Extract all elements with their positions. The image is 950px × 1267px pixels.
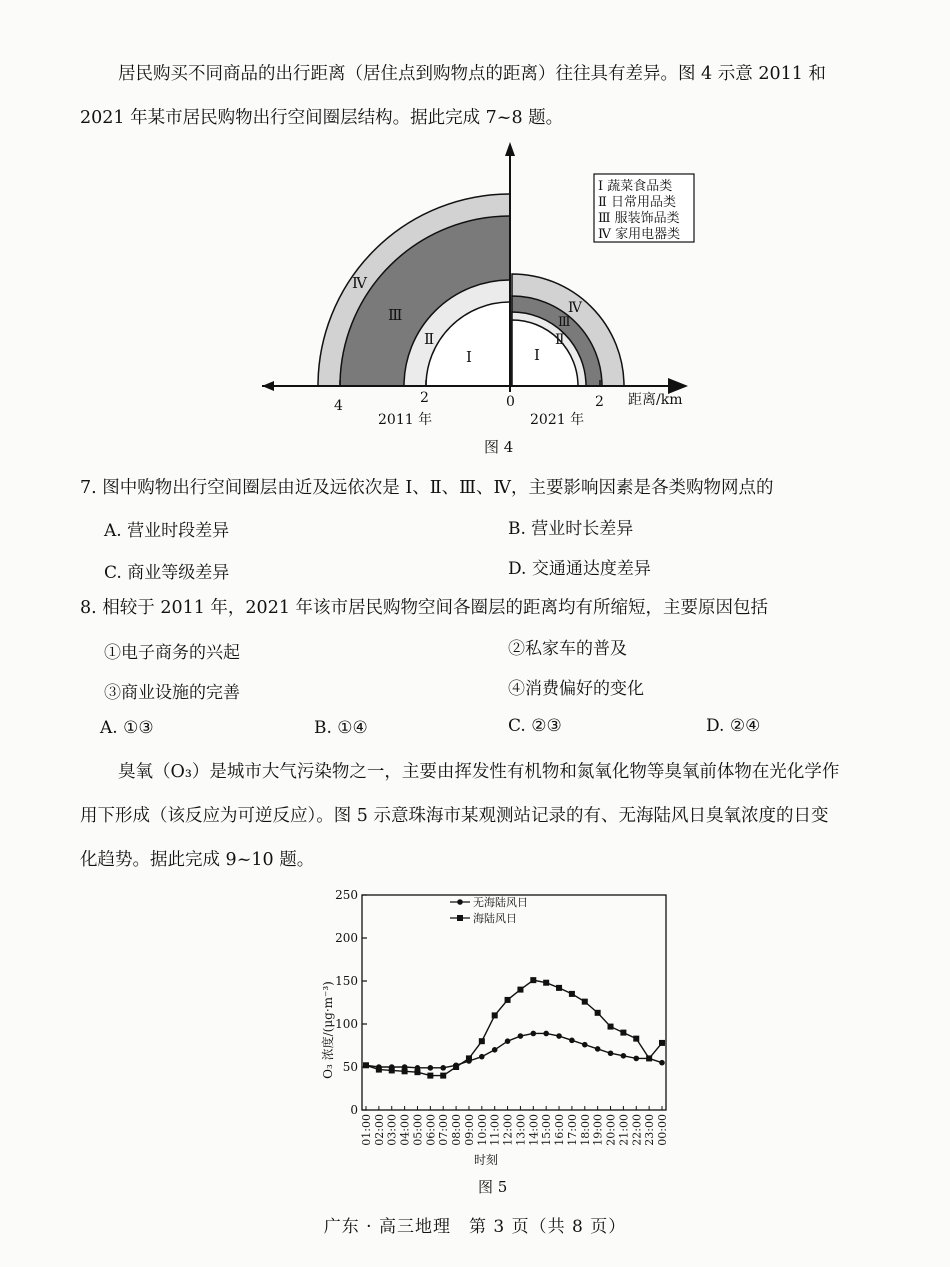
label-2011-ii: Ⅱ (424, 330, 435, 348)
x-tick-label: 01:00 (360, 1114, 373, 1146)
series-2-point (608, 1024, 614, 1030)
y-tick-label: 0 (350, 1103, 358, 1117)
page-footer: 广东 · 高三地理 第 3 页（共 8 页） (323, 1217, 627, 1237)
tick-left-2: 2 (420, 390, 429, 406)
q7-stem: 7. 图中购物出行空间圈层由近及远依次是 Ⅰ、Ⅱ、Ⅲ、Ⅳ，主要影响因素是各类购物网点的 (80, 478, 774, 498)
label-2021: 2021 年 (530, 412, 585, 428)
label-2011-iii: Ⅲ (388, 306, 403, 324)
x-tick-label: 22:00 (630, 1114, 644, 1146)
q8-option-d: D. ②④ (706, 716, 761, 736)
q8-statement-2: ②私家车的普及 (508, 639, 627, 659)
tick-right-2: 2 (595, 394, 604, 410)
series-1-point (659, 1060, 665, 1066)
y-tick-label: 150 (335, 974, 358, 988)
intro2-line1: 臭氧（O₃）是城市大气污染物之一，主要由挥发性有机物和氮氧化物等臭氧前体物在光化学作 (118, 762, 840, 782)
x-tick-label: 08:00 (450, 1114, 464, 1146)
q7-option-b: B. 营业时长差异 (508, 519, 634, 539)
x-tick-label: 04:00 (398, 1114, 412, 1146)
series-1-point (479, 1054, 485, 1060)
x-tick-label: 17:00 (565, 1114, 579, 1146)
intro1-line2: 2021 年某市居民购物出行空间圈层结构。据此完成 7~8 题。 (80, 108, 564, 128)
series-line-2 (366, 980, 662, 1075)
x-tick-label: 15:00 (540, 1114, 554, 1146)
y-tick-label: 200 (335, 931, 358, 945)
legend-item-iii: Ⅲ 服装饰品类 (598, 211, 680, 226)
series-2-point (376, 1067, 382, 1073)
series-2-point (505, 997, 511, 1003)
series-1-point (543, 1031, 549, 1037)
intro2-line3: 化趋势。据此完成 9~10 题。 (80, 850, 315, 870)
legend-series-1: 无海陆风日 (473, 896, 528, 909)
x-tick-label: 00:00 (656, 1114, 669, 1146)
axis-unit: 距离/km (628, 392, 683, 408)
chart-legend (450, 895, 528, 925)
series-1-point (556, 1033, 562, 1039)
x-tick-label: 16:00 (553, 1114, 567, 1146)
series-2-point (389, 1067, 395, 1073)
x-tick-label: 02:00 (372, 1114, 386, 1146)
y-tick-label: 100 (335, 1017, 358, 1031)
x-tick-label: 19:00 (591, 1114, 605, 1146)
figure5-caption: 图 5 (478, 1178, 508, 1196)
series-1-point (531, 1031, 537, 1037)
x-tick-label: 14:00 (527, 1114, 541, 1146)
chart-x-axis-label: 时刻 (473, 1153, 499, 1167)
x-tick-label: 11:00 (488, 1114, 502, 1146)
series-1-point (492, 1047, 498, 1053)
x-tick-label: 18:00 (578, 1114, 592, 1146)
label-2021-iv: Ⅳ (568, 300, 582, 316)
x-tick-label: 20:00 (604, 1114, 618, 1146)
series-2-point (659, 1040, 665, 1046)
x-tick-label: 07:00 (437, 1114, 451, 1146)
series-1-point (505, 1038, 511, 1044)
series-2-point (440, 1073, 446, 1079)
chart-y-axis-label: O₃ 浓度/(μg·m⁻³) (321, 981, 335, 1079)
intro1-line1: 居民购买不同商品的出行距离（居住点到购物点的距离）往往具有差异。图 4 示意 2011 和 (118, 64, 826, 84)
legend-marker-circle (457, 899, 463, 905)
x-tick-label: 21:00 (617, 1114, 631, 1146)
series-1-point (621, 1053, 627, 1059)
series-2-point (595, 1010, 601, 1016)
label-2011-i: Ⅰ (466, 348, 472, 366)
series-2-point (479, 1038, 485, 1044)
series-1-point (428, 1065, 434, 1071)
label-2011: 2011 年 (378, 412, 433, 428)
label-2021-ii: Ⅱ (555, 332, 565, 348)
series-1-point (608, 1050, 614, 1056)
q8-statement-1: ①电子商务的兴起 (104, 643, 240, 663)
x-tick-label: 12:00 (501, 1114, 515, 1146)
x-tick-label: 09:00 (462, 1114, 476, 1146)
chart-frame (362, 895, 666, 1110)
y-tick-label: 50 (342, 1060, 358, 1074)
x-tick-label: 10:00 (475, 1114, 489, 1146)
series-1-point (440, 1065, 446, 1071)
q8-stem: 8. 相较于 2011 年，2021 年该市居民购物空间各圈层的距离均有所缩短，主要原因包括 (80, 598, 769, 618)
series-1-point (595, 1046, 601, 1052)
q7-option-d: D. 交通通达度差异 (508, 559, 651, 579)
figure4-caption: 图 4 (484, 438, 514, 456)
series-2-point (363, 1062, 369, 1068)
series-2-point (646, 1055, 652, 1061)
series-2-point (569, 991, 575, 997)
tick-left-4: 4 (334, 398, 343, 414)
series-2-point (543, 980, 549, 986)
tick-zero: 0 (506, 394, 515, 410)
series-2-point (633, 1036, 639, 1042)
q8-statement-4: ④消费偏好的变化 (508, 679, 644, 699)
series-2-point (402, 1068, 408, 1074)
legend-item-i: Ⅰ 蔬菜食品类 (598, 179, 673, 194)
x-tick-label: 06:00 (424, 1114, 438, 1146)
series-2-point (492, 1012, 498, 1018)
q8-option-b: B. ①④ (314, 718, 368, 738)
series-2-point (582, 999, 588, 1005)
series-2-point (517, 987, 523, 993)
q7-option-c: C. 商业等级差异 (104, 563, 230, 583)
series-2-point (556, 985, 562, 991)
series-1-point (518, 1033, 524, 1039)
series-2-point (414, 1069, 420, 1075)
figure5-chart (0, 880, 950, 1210)
label-2011-iv: Ⅳ (352, 274, 367, 292)
x-tick-label: 05:00 (411, 1114, 425, 1146)
legend-series-2: 海陆风日 (473, 912, 517, 925)
y-tick-label: 250 (335, 888, 358, 902)
series-2-point (453, 1064, 459, 1070)
label-2021-iii: Ⅲ (558, 315, 571, 330)
series-1-point (582, 1042, 588, 1048)
legend-item-iv: Ⅳ 家用电器类 (598, 227, 681, 242)
series-2-point (530, 977, 536, 983)
q8-option-c: C. ②③ (508, 716, 562, 736)
legend-item-ii: Ⅱ 日常用品类 (598, 195, 676, 210)
x-tick-label: 13:00 (514, 1114, 528, 1146)
intro2-line2: 用下形成（该反应为可逆反应）。图 5 示意珠海市某观测站记录的有、无海陆风日臭氧浓度的日变 (80, 806, 829, 826)
series-1-point (633, 1056, 639, 1062)
q8-statement-3: ③商业设施的完善 (104, 683, 240, 703)
series-2-point (427, 1073, 433, 1079)
q8-option-a: A. ①③ (100, 718, 154, 738)
legend-marker-square (457, 915, 463, 921)
q7-option-a: A. 营业时段差异 (104, 521, 230, 541)
label-2021-i: Ⅰ (534, 346, 540, 364)
x-tick-label: 23:00 (643, 1114, 657, 1146)
series-2-point (466, 1055, 472, 1061)
series-1-point (569, 1038, 575, 1044)
x-tick-label: 03:00 (385, 1114, 399, 1146)
series-line-1 (366, 1033, 662, 1067)
series-2-point (620, 1030, 626, 1036)
